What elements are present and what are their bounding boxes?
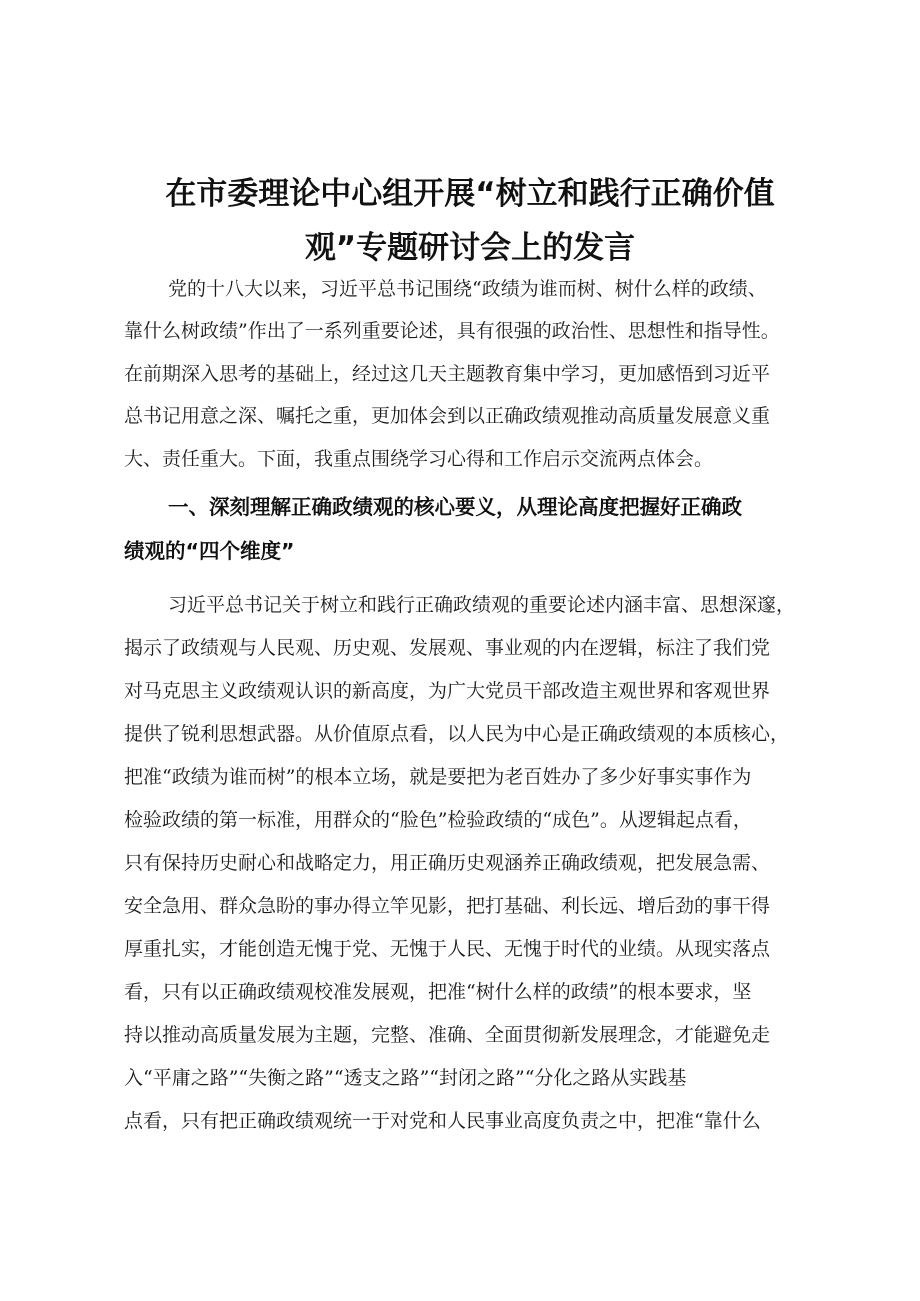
document-title-line-1: 在市委理论中心组开展“树立和践行正确价值 (165, 176, 775, 212)
text-line: 把准“政绩为谁而树”的根本立场，就是要把为老百姓办了多少好事实事作为 (124, 766, 752, 788)
document-title-line-2: 观”专题研讨会上的发言 (304, 230, 636, 266)
text-line: 持以推动高质量发展为主题，完整、准确、全面贯彻新发展理念，才能避免走 (124, 1024, 771, 1046)
text-line: 揭示了政绩观与人民观、历史观、发展观、事业观的内在逻辑，标注了我们党 (124, 637, 771, 659)
text-line: 对马克思主义政绩观认识的新高度，为广大党员干部改造主观世界和客观世界 (124, 680, 771, 702)
heading-line: 绩观的“四个维度” (124, 539, 295, 563)
intro-paragraph (124, 276, 814, 496)
heading-line: 一、深刻理解正确政绩观的核心要义，从理论高度把握好正确政 (168, 495, 742, 519)
text-line: 安全急用、群众急盼的事办得立竿见影，把打基础、利长远、增后劲的事干得 (124, 895, 771, 917)
text-line: 提供了锐利思想武器。从价值原点看，以人民为中心是正确政绩观的本质核心， (124, 723, 790, 745)
text-line: 看，只有以正确政绩观校准发展观，把准“树什么样的政绩”的根本要求，坚 (124, 981, 752, 1003)
text-line: 点看，只有把正确政绩观统一于对党和人民事业高度负责之中，把准“靠什么 (124, 1110, 761, 1132)
text-line: 在前期深入思考的基础上，经过这几天主题教育集中学习，更加感悟到习近平 (124, 363, 771, 385)
text-line: 党的十八大以来，习近平总书记围绕“政绩为谁而树、树什么样的政绩、 (168, 278, 767, 300)
text-line: 入“平庸之路”“失衡之路”“透支之路”“封闭之路”“分化之路从实践基 (124, 1067, 687, 1089)
text-line: 总书记用意之深、嘱托之重，更加体会到以正确政绩观推动高质量发展意义重 (124, 405, 771, 427)
text-line: 厚重扎实，才能创造无愧于党、无愧于人民、无愧于时代的业绩。从现实落点 (124, 938, 771, 960)
text-line: 靠什么树政绩”作出了一系列重要论述，具有很强的政治性、思想性和指导性。 (124, 320, 780, 342)
text-line: 检验政绩的第一标准，用群众的“脸色”检验政绩的“成色”。从逻辑起点看， (124, 809, 752, 831)
section-1-body (124, 592, 814, 1152)
section-1-heading (124, 492, 814, 572)
text-line: 只有保持历史耐心和战略定力，用正确历史观涵养正确政绩观，把发展急需、 (124, 852, 771, 874)
text-line: 大、责任重大。下面，我重点围绕学习心得和工作启示交流两点体会。 (124, 448, 714, 470)
text-line: 习近平总书记关于树立和践行正确政绩观的重要论述内涵丰富、思想深邃， (168, 594, 796, 616)
